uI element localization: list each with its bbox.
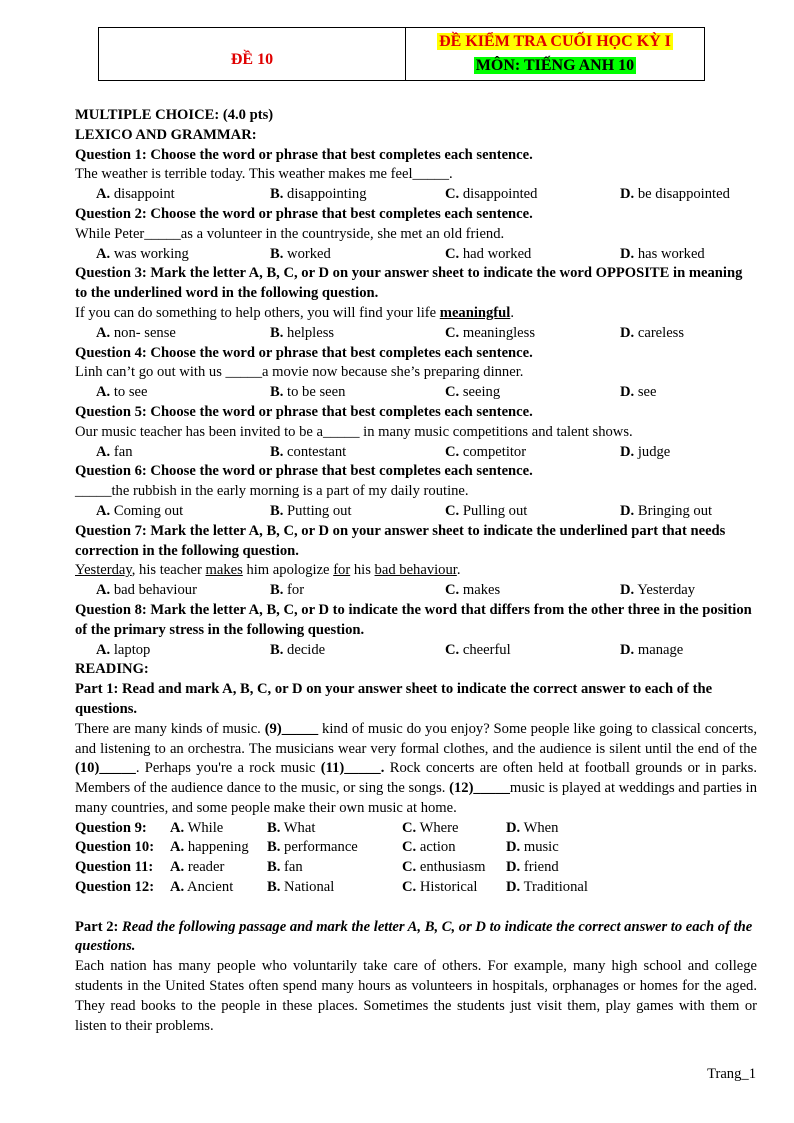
exam-title <box>406 28 705 81</box>
exam-body <box>75 106 757 1036</box>
option-c[interactable]: C. Pulling out <box>445 502 528 519</box>
exam-title-line1: ĐỀ KIỂM TRA CUỐI HỌC KỲ I <box>439 33 671 50</box>
option-d[interactable]: D. Traditional <box>506 879 588 896</box>
question-7-text: Yesterday, his teacher makes him apologize for his bad behaviour. <box>75 562 461 579</box>
question-4-text: Linh can’t go out with us _____a movie now because she’s preparing dinner. <box>75 364 524 381</box>
page-number: Trang_1 <box>707 1066 756 1082</box>
option-c[interactable]: C. action <box>402 839 456 856</box>
option-b[interactable]: B. disappointing <box>270 186 367 203</box>
option-d[interactable]: D. judge <box>620 443 671 460</box>
option-a[interactable]: A. laptop <box>96 641 151 658</box>
question-7-title: Question 7: Mark the letter A, B, C, or D on your answer sheet to indicate the underlined part that needs correction in the following question. <box>75 522 726 559</box>
option-d[interactable]: D. manage <box>620 641 684 658</box>
option-d[interactable]: D. friend <box>506 859 559 876</box>
question-12-row: Question 12: A. Ancient B. National C. Historical D. Traditional <box>75 878 757 898</box>
option-c[interactable]: C. seeing <box>445 384 501 401</box>
option-d[interactable]: D. music <box>506 839 559 856</box>
question-2-text: While Peter_____as a volunteer in the countryside, she met an old friend. <box>75 225 505 242</box>
option-b[interactable]: B. for <box>270 582 305 599</box>
question-8-title: Question 8: Mark the letter A, B, C, or D to indicate the word that differs from the other three in the position of the primary stress in the following question. <box>75 601 752 638</box>
option-c[interactable]: C. had worked <box>445 245 532 262</box>
question-3-title: Question 3: Mark the letter A, B, C, or D on your answer sheet to indicate the word OPPOSITE in meaning to the underlined word in the following question. <box>75 265 743 302</box>
option-c[interactable]: C. makes <box>445 582 501 599</box>
option-a[interactable]: A. disappoint <box>96 186 175 203</box>
option-a[interactable]: A. reader <box>170 859 225 876</box>
option-d[interactable]: D. has worked <box>620 245 705 262</box>
option-a[interactable]: A. fan <box>96 443 133 460</box>
option-c[interactable]: C. competitor <box>445 443 527 460</box>
question-10-row: Question 10: A. happening B. performance C. action D. music <box>75 838 757 858</box>
question-5-text: Our music teacher has been invited to be a_____ in many music competitions and talent shows. <box>75 423 633 440</box>
question-6-text: _____the rubbish in the early morning is a part of my daily routine. <box>75 483 469 500</box>
option-d[interactable]: D. Bringing out <box>620 502 713 519</box>
exam-header <box>98 27 705 81</box>
option-c[interactable]: C. disappointed <box>445 186 538 203</box>
option-b[interactable]: B. fan <box>267 859 303 876</box>
option-b[interactable]: B. contestant <box>270 443 347 460</box>
question-6-title: Question 6: Choose the word or phrase that best completes each sentence. <box>75 463 533 480</box>
option-b[interactable]: B. decide <box>270 641 326 658</box>
option-a[interactable]: A. While <box>170 819 224 836</box>
option-b[interactable]: B. helpless <box>270 324 335 341</box>
question-5-title: Question 5: Choose the word or phrase that best completes each sentence. <box>75 403 533 420</box>
question-2-options <box>75 245 757 265</box>
option-b[interactable]: B. performance <box>267 839 358 856</box>
option-d[interactable]: D. see <box>620 384 657 401</box>
section-lexico-grammar: LEXICO AND GRAMMAR: <box>75 126 257 143</box>
option-a[interactable]: A. Coming out <box>96 502 184 519</box>
reading-part1-passage: There are many kinds of music. (9)_____ kind of music do you enjoy? Some people like going to classical concerts, and listening to an orchestra. The musicians wear very formal clothes, and the audience is silent until the end of the (10)_____. Perhaps you're a rock music (11)_____. Rock concerts are often held at football grounds or in parks. Members of the audience dance to the music, or sing the songs. (12)_____music is played at weddings and parties in many countries, and some people make their own music at home. <box>75 720 758 816</box>
question-6-options <box>75 502 757 522</box>
exam-subject: MÔN: TIẾNG ANH 10 <box>475 57 635 74</box>
question-3-text: If you can do something to help others, you will find your life meaningful. <box>75 304 514 321</box>
question-4-title: Question 4: Choose the word or phrase that best completes each sentence. <box>75 344 533 361</box>
option-a[interactable]: A. non- sense <box>96 324 176 341</box>
underlined-word: meaningful <box>439 304 511 321</box>
option-c[interactable]: C. Where <box>402 819 459 836</box>
section-reading: READING: <box>75 661 149 678</box>
question-3-options <box>75 324 757 344</box>
section-multiple-choice: MULTIPLE CHOICE: (4.0 pts) <box>75 107 274 123</box>
option-a[interactable]: A. was working <box>96 245 189 262</box>
option-d[interactable]: D. When <box>506 819 559 836</box>
option-b[interactable]: B. Putting out <box>270 502 352 519</box>
option-b[interactable]: B. What <box>267 819 316 836</box>
option-b[interactable]: B. worked <box>270 245 331 262</box>
question-9-row: Question 9: A. While B. What C. Where D. When <box>75 819 757 839</box>
option-d[interactable]: D. be disappointed <box>620 186 730 203</box>
option-c[interactable]: C. cheerful <box>445 641 511 658</box>
question-2-title: Question 2: Choose the word or phrase that best completes each sentence. <box>75 205 533 222</box>
question-1-options <box>75 185 757 205</box>
question-1-text: The weather is terrible today. This weather makes me feel_____. <box>75 166 453 183</box>
option-b[interactable]: B. National <box>267 879 335 896</box>
question-4-options <box>75 383 757 403</box>
option-c[interactable]: C. Historical <box>402 879 478 896</box>
question-8-options <box>75 641 757 661</box>
option-d[interactable]: D. careless <box>620 324 685 341</box>
option-a[interactable]: A. to see <box>96 384 148 401</box>
option-c[interactable]: C. enthusiasm <box>402 859 486 876</box>
reading-part1-title: Part 1: Read and mark A, B, C, or D on your answer sheet to indicate the correct answer to each of the questions. <box>75 681 713 717</box>
option-a[interactable]: A. happening <box>170 839 249 856</box>
question-1-title: Question 1: Choose the word or phrase that best completes each sentence. <box>75 146 533 163</box>
reading-part2-passage: Each nation has many people who voluntarily take care of others. For example, many high school and college students in the United States often spend many hours as volunteers in hospitals, orphanages or homes for the aged. They read books to the people in these places. Sometimes the students just visit them, play games with them or listen to their problems. <box>75 958 757 1034</box>
question-7-options <box>75 581 757 601</box>
option-a[interactable]: A. Ancient <box>170 879 234 896</box>
exam-code: ĐỀ 10 <box>99 28 406 81</box>
reading-part2-title: Part 2: Read the following passage and mark the letter A, B, C, or D to indicate the correct answer to each of the questions. <box>75 918 753 955</box>
option-a[interactable]: A. bad behaviour <box>96 582 197 599</box>
option-b[interactable]: B. to be seen <box>270 384 346 401</box>
question-5-options <box>75 443 757 463</box>
question-11-row: Question 11: A. reader B. fan C. enthusiasm D. friend <box>75 858 757 878</box>
option-c[interactable]: C. meaningless <box>445 324 536 341</box>
option-d[interactable]: D. Yesterday <box>620 582 696 599</box>
